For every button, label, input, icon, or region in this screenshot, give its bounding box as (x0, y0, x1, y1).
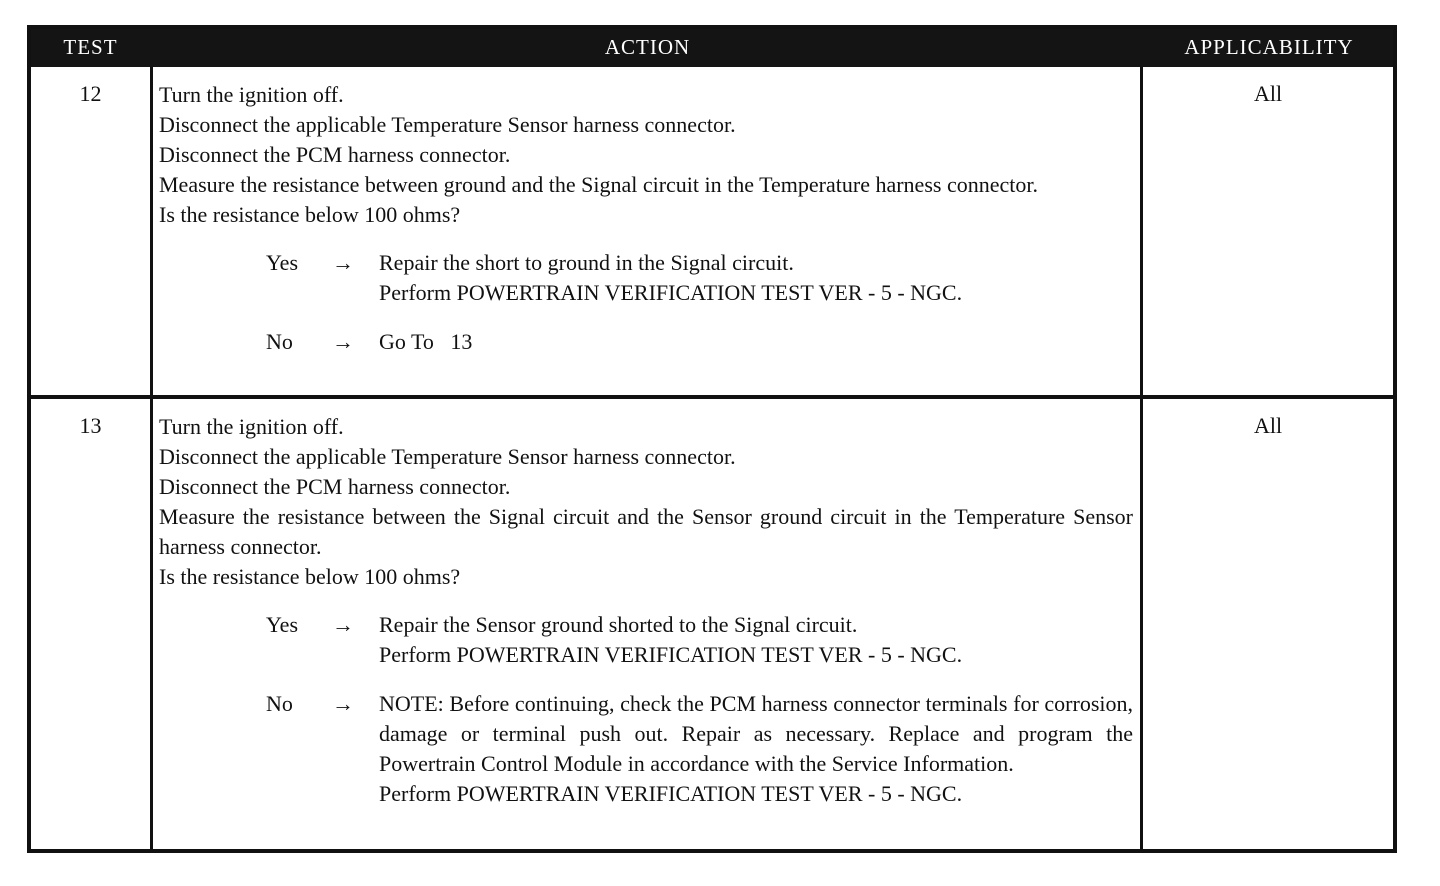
response-text: Repair the Sensor ground shorted to the Signal circuit. (379, 612, 858, 637)
header-test: TEST (63, 35, 118, 59)
header-action: ACTION (604, 35, 691, 59)
diagnostic-test-table (27, 25, 1397, 853)
test-number-13: 13 (79, 413, 102, 438)
response-text: Perform POWERTRAIN VERIFICATION TEST VER - 5 - NGC. (379, 642, 963, 667)
response-text: Perform POWERTRAIN VERIFICATION TEST VER - 5 - NGC. (379, 280, 963, 305)
step-text: Measure the resistance between ground and the Signal circuit in the Temperature harness connector. (159, 172, 1038, 197)
applicability-13: All (1253, 413, 1283, 438)
question-text: Is the resistance below 100 ohms? (159, 202, 461, 227)
step-text: Disconnect the PCM harness connector. (159, 474, 511, 499)
step-text: Measure the resistance between the Signal circuit and the Sensor ground circuit in the Temperature Sensor harness connector. (159, 504, 1133, 559)
applicability-12: All (1253, 81, 1283, 106)
go-to-link: Go To 13 (379, 329, 473, 354)
action-cell-12 (159, 80, 1133, 357)
yes-response (266, 610, 1133, 670)
no-label: No (266, 691, 293, 716)
column-divider-applicability (1140, 67, 1143, 849)
action-cell-13 (159, 412, 1133, 809)
no-label: No (266, 329, 293, 354)
response-text: Repair the short to ground in the Signal circuit. (379, 250, 794, 275)
yes-label: Yes (266, 250, 299, 275)
response-text: Perform POWERTRAIN VERIFICATION TEST VER - 5 - NGC. (379, 781, 963, 806)
step-text: Disconnect the applicable Temperature Sensor harness connector. (159, 444, 736, 469)
table-header (31, 29, 1393, 67)
column-divider-test (150, 67, 153, 849)
yes-label: Yes (266, 612, 299, 637)
no-response (266, 689, 1133, 809)
right-arrow-icon: → (332, 329, 354, 354)
step-text: Disconnect the PCM harness connector. (159, 142, 511, 167)
step-text: Disconnect the applicable Temperature Sensor harness connector. (159, 112, 736, 137)
step-text: Turn the ignition off. (159, 414, 344, 439)
note-text: NOTE: Before continuing, check the PCM harness connector terminals for corrosion, damage or terminal push out. Repair as necessary. Replace and program the Powertrain Control Module in accordance with the Service Information. (379, 691, 1133, 776)
row-divider (31, 395, 1393, 399)
right-arrow-icon: → (332, 691, 354, 716)
question-text: Is the resistance below 100 ohms? (159, 564, 461, 589)
yes-response (266, 248, 1133, 308)
header-applicability: APPLICABILITY (1184, 35, 1354, 59)
no-response (266, 327, 1133, 357)
step-text: Turn the ignition off. (159, 82, 344, 107)
right-arrow-icon: → (332, 612, 354, 637)
test-number-12: 12 (79, 81, 102, 106)
right-arrow-icon: → (332, 250, 354, 275)
